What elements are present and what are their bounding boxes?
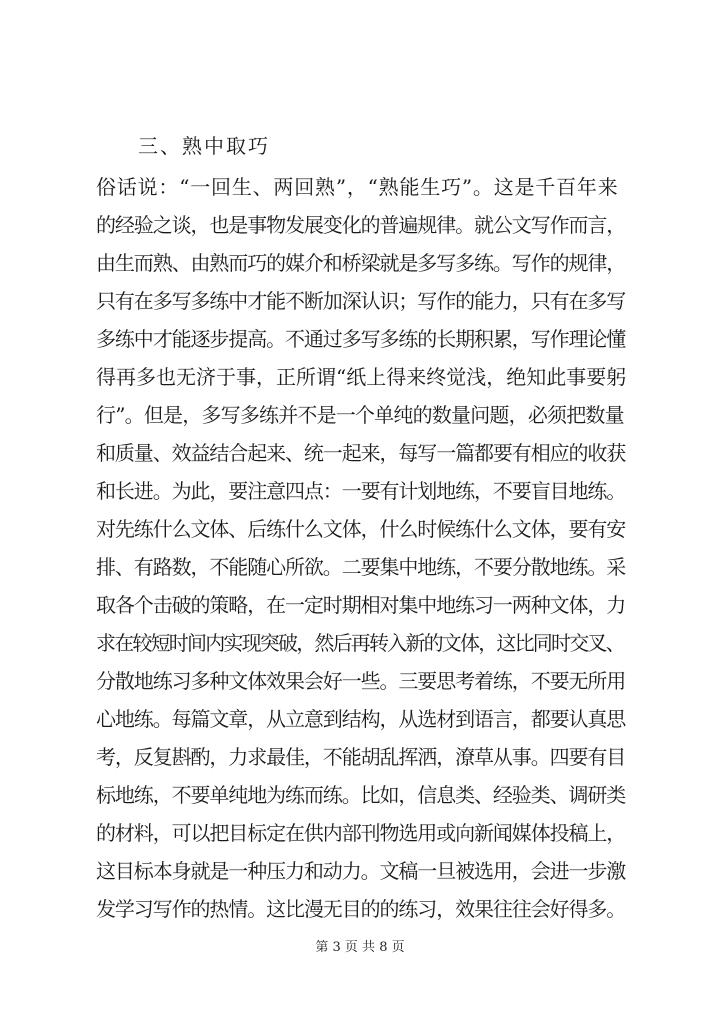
- paragraph-line: 取各个击破的策略，在一定时期相对集中地练习一两种文体，力: [96, 593, 626, 617]
- paragraph-line: 发学习写作的热情。这比漫无目的的练习，效果往往会好得多。: [96, 897, 626, 921]
- paragraph-line: 俗话说：“一回生、两回熟”，“熟能生巧”。这是千百年来: [96, 175, 619, 199]
- paragraph-line: 对先练什么文体、后练什么文体，什么时候练什么文体，要有安: [96, 517, 626, 541]
- paragraph-line: 考，反复斟酌，力求最佳，不能胡乱挥洒，潦草从事。四要有目: [96, 745, 626, 769]
- page-number: 第 3 页 共 8 页: [315, 940, 405, 955]
- paragraph-line: 求在较短时间内实现突破，然后再转入新的文体，这比同时交叉、: [96, 631, 624, 655]
- section-heading: 三、熟中取巧: [138, 134, 270, 158]
- paragraph-line: 排、有路数，不能随心所欲。二要集中地练，不要分散地练。采: [96, 555, 626, 579]
- paragraph-line: 行”。但是，多写多练并不是一个单纯的数量问题，必须把数量: [96, 403, 624, 427]
- paragraph-line: 多练中才能逐步提高。不通过多写多练的长期积累，写作理论懂: [96, 327, 626, 351]
- paragraph-line: 的材料，可以把目标定在供内部刊物选用或向新闻媒体投稿上，: [96, 821, 626, 845]
- paragraph-line: 心地练。每篇文章，从立意到结构，从选材到语言，都要认真思: [96, 707, 626, 731]
- paragraph-line: 由生而熟、由熟而巧的媒介和桥梁就是多写多练。写作的规律，: [96, 251, 626, 275]
- paragraph-line: 和长进。为此，要注意四点：一要有计划地练，不要盲目地练。: [96, 479, 626, 503]
- paragraph-line: 的经验之谈，也是事物发展变化的普遍规律。就公文写作而言，: [96, 213, 626, 237]
- paragraph-line: 分散地练习多种文体效果会好一些。三要思考着练，不要无所用: [96, 669, 626, 693]
- paragraph-line: 得再多也无济于事，正所谓“纸上得来终觉浅，绝知此事要躬: [96, 365, 627, 389]
- paragraph-line: 和质量、效益结合起来、统一起来，每写一篇都要有相应的收获: [96, 441, 626, 465]
- paragraph-line: 这目标本身就是一种压力和动力。文稿一旦被选用，会进一步激: [96, 859, 626, 883]
- paragraph-line: 只有在多写多练中才能不断加深认识；写作的能力，只有在多写: [96, 289, 626, 313]
- paragraph-line: 标地练，不要单纯地为练而练。比如，信息类、经验类、调研类: [96, 783, 626, 807]
